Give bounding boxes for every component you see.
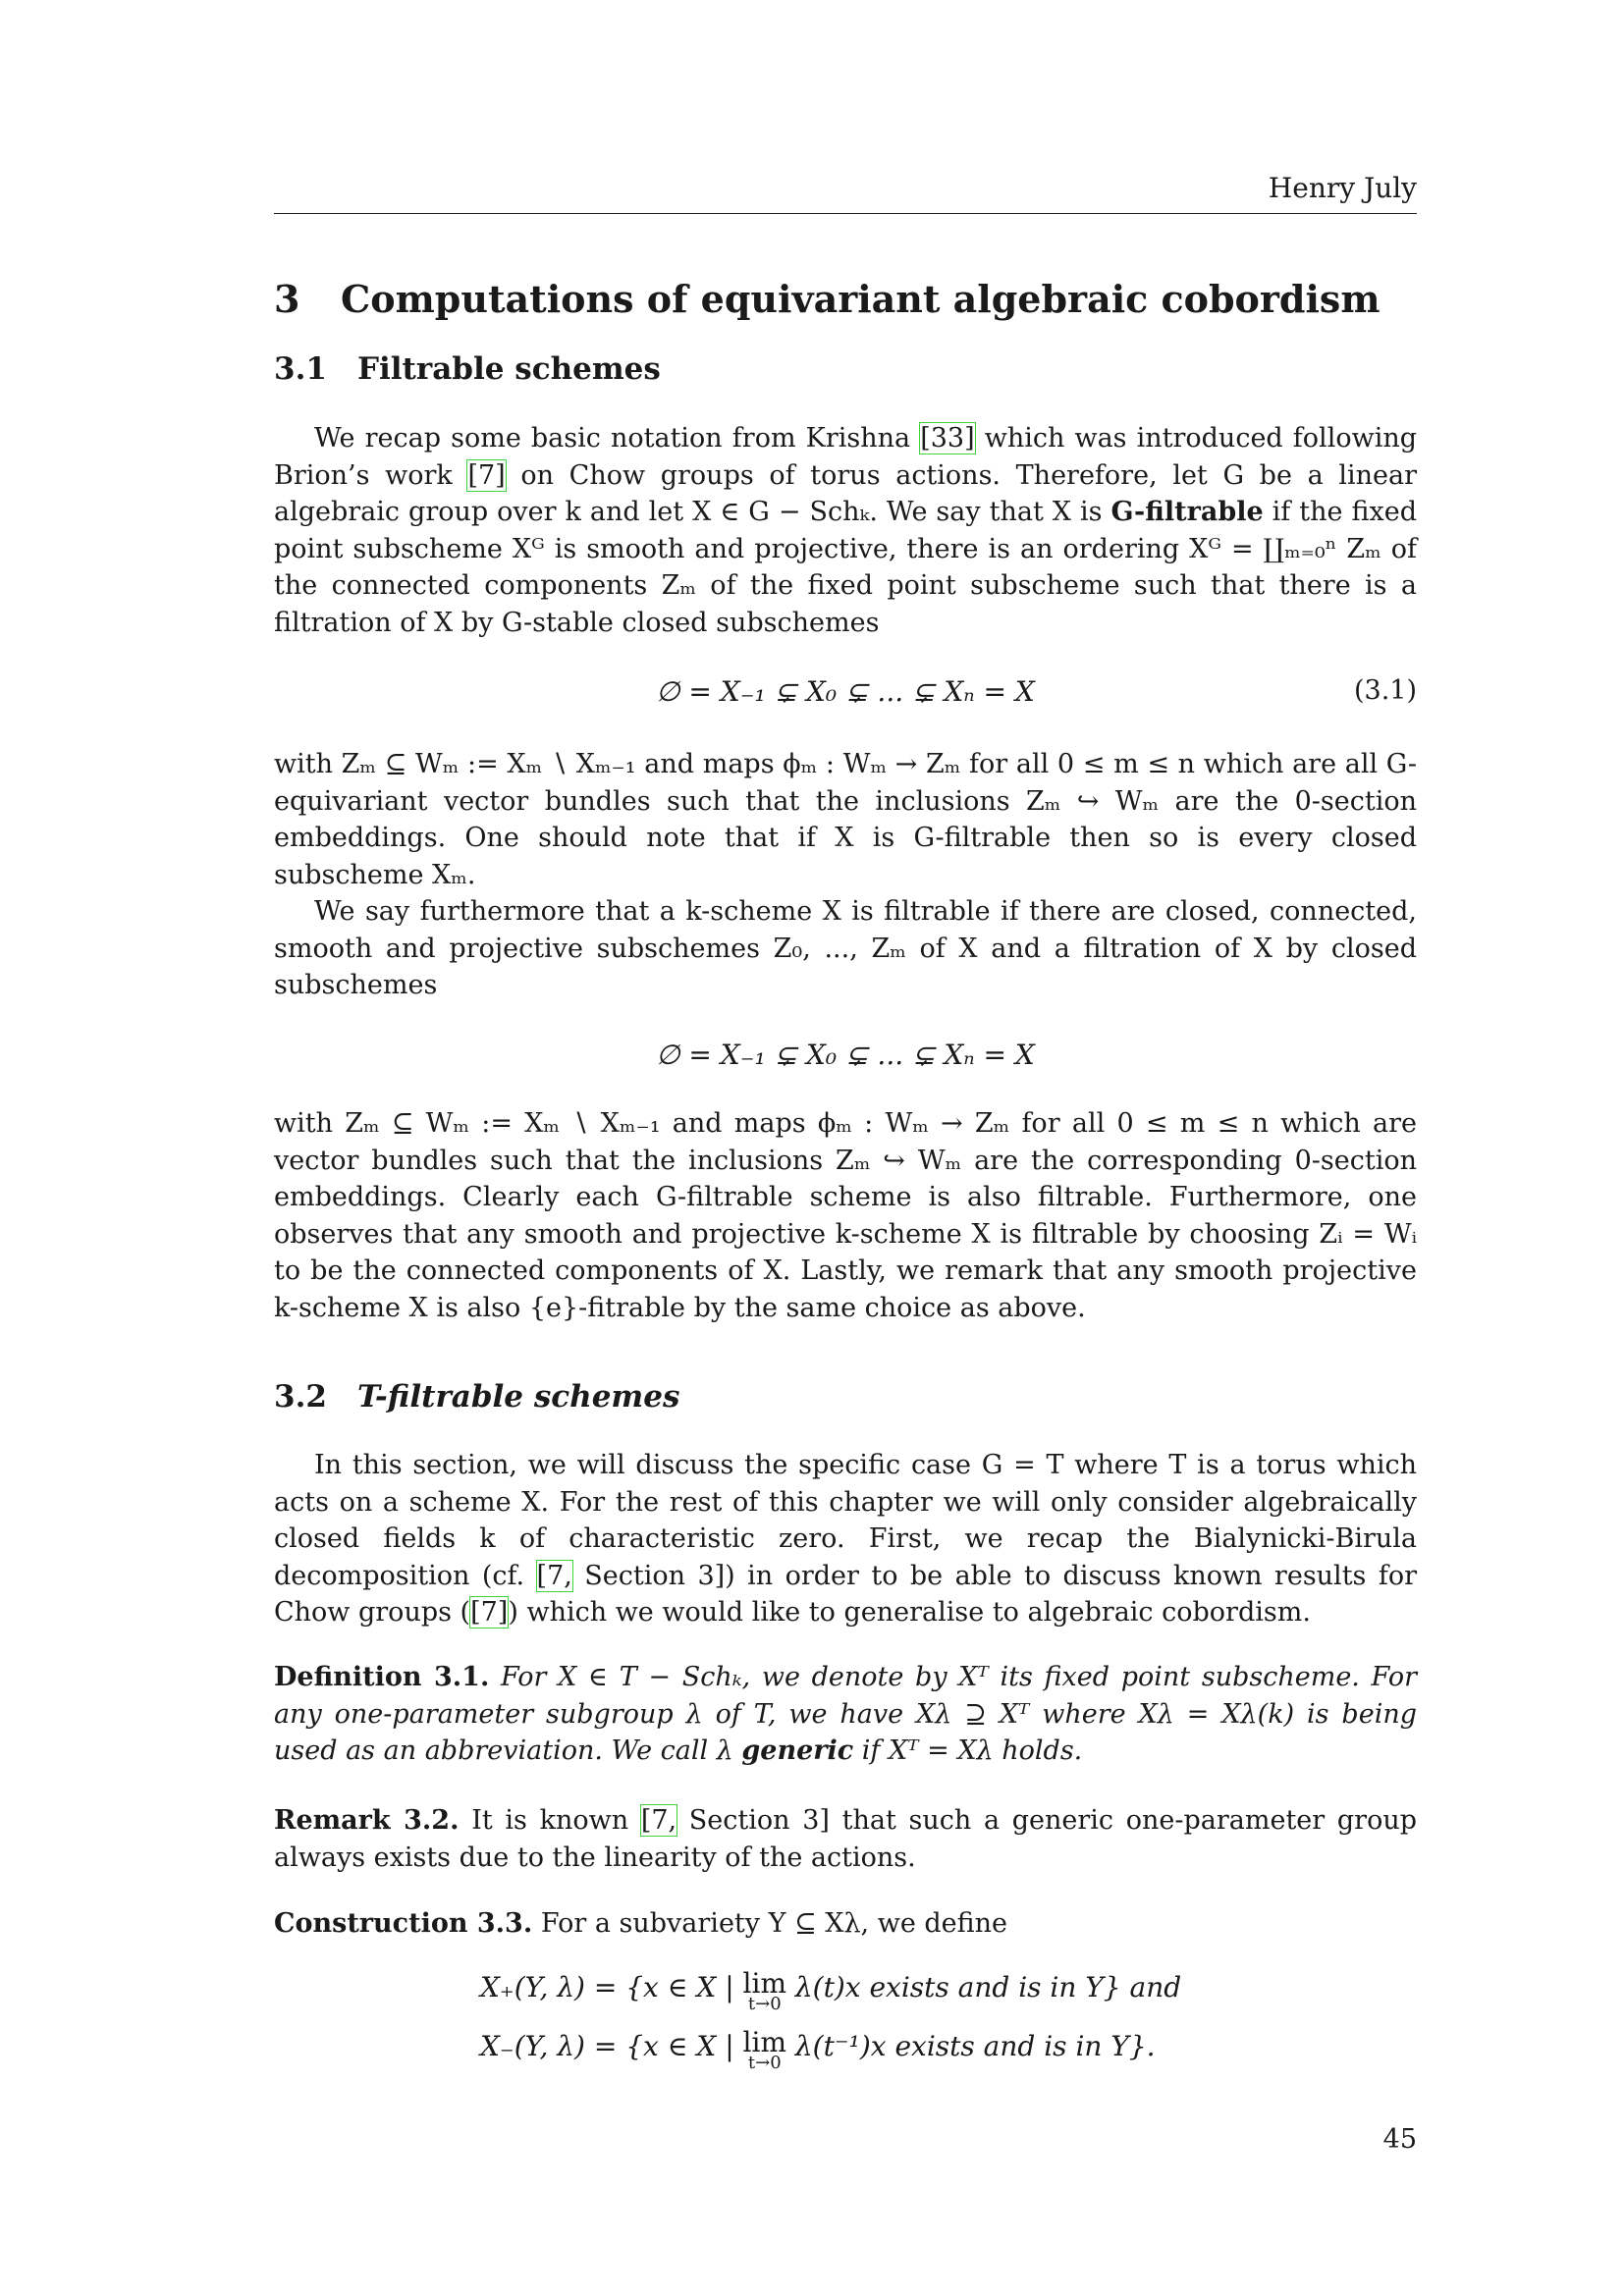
citation-link-33[interactable]: [33] — [920, 423, 975, 454]
citation-link-7[interactable]: [7] — [470, 1597, 509, 1628]
lim-subscript: t→0 — [747, 2053, 782, 2073]
paragraph-g-filtrable-conditions: with Zₘ ⊆ Wₘ := Xₘ ∖ Xₘ₋₁ and maps ϕₘ : Wₘ → Zₘ for all 0 ≤ m ≤ n which are all G-equivariant vector bundles such that the inclusions Zₘ ↪ Wₘ are the 0-section embeddings. One should note that if X is G-filtrable then so is every closed subscheme Xₘ. — [274, 749, 1417, 890]
construction-label: Construction 3.3. — [274, 1908, 533, 1939]
paragraph-filtrable-definition — [274, 420, 1417, 641]
remark-label: Remark 3.2. — [274, 1805, 460, 1836]
text-run: on Chow groups of torus actions. Therefore, let G be a linear algebraic group over k and let X ∈ G − Schₖ. We say that X is — [274, 459, 1418, 527]
construction-text: For a subvariety Y ⊆ Xλ, we define — [540, 1908, 1008, 1939]
text-run: ) which we would like to generalise to algebraic cobordism. — [508, 1597, 1311, 1628]
definition-text: if Xᵀ = Xλ holds. — [853, 1735, 1083, 1766]
equation-3-1 — [274, 675, 1417, 708]
paper-page — [274, 0, 1417, 2296]
equation-part: λ(t⁻¹)x exists and is in Y}. — [786, 2030, 1156, 2062]
lim-text: lim — [742, 1967, 787, 2000]
lim-subscript: t→0 — [747, 1994, 782, 2014]
section-number: 3 — [274, 277, 300, 321]
equation-attracting-sets — [480, 1967, 1364, 2089]
definition-text: For X ∈ T − Schₖ, we denote by Xᵀ its fixed point subscheme. For any one-parameter subgroup λ of T, we have Xλ ⊇ Xᵀ where Xλ = Xλ(k) is being used as an abbreviation. We call λ — [274, 1662, 1417, 1766]
limit-operator — [742, 2026, 787, 2073]
definition-3-1 — [274, 1659, 1417, 1770]
page-number: 45 — [1382, 2124, 1417, 2155]
subsection-heading-3-1 — [274, 351, 661, 387]
citation-link-7[interactable]: [7] — [467, 459, 506, 491]
subsection-title: T-filtrable schemes — [357, 1379, 680, 1415]
equation-filtration — [274, 1039, 1417, 1071]
text-run: In this section, we will discuss the specific case G = T where T is a torus which acts on a scheme X. For the rest of this chapter we will only consider algebraically closed fields k of characteristic zero. First, we recap the Bialynicki-Birula decomposition (cf. — [274, 1450, 1417, 1591]
citation-link-7-section[interactable]: [7, — [536, 1560, 572, 1591]
equation-part: λ(t)x exists and is in Y} and — [786, 1971, 1182, 2003]
subsection-title: Filtrable schemes — [357, 351, 661, 387]
paragraph-vector-bundles: with Zₘ ⊆ Wₘ := Xₘ ∖ Xₘ₋₁ and maps ϕₘ : Wₘ → Zₘ for all 0 ≤ m ≤ n which are vector bundles such that the inclusions Zₘ ↪ Wₘ are the corresponding 0-section embeddings. Clearly each G-filtrable scheme is also filtrable. Furthermore, one observes that any smooth and projective k-scheme X is filtrable by choosing Zᵢ = Wᵢ to be the connected components of X. Lastly, we remark that any smooth projective k-scheme X is also {e}-fitrable by the same choice as above. — [274, 1108, 1417, 1323]
running-header — [274, 172, 1417, 214]
lim-text: lim — [742, 2026, 787, 2058]
text-run: which was introduced following Brion’s work — [274, 423, 1417, 491]
term-g-filtrable: G-filtrable — [1110, 497, 1264, 527]
header-author: Henry July — [1268, 172, 1417, 204]
equation-part: X₊(Y, λ) = {x ∈ X | — [480, 1971, 743, 2003]
equation-part: X₋(Y, λ) = {x ∈ X | — [480, 2030, 743, 2062]
equation-label: (3.1) — [1353, 675, 1417, 706]
citation-link-7-section[interactable]: [7, — [640, 1805, 677, 1836]
subsection-heading-3-2 — [274, 1379, 679, 1415]
section-heading — [274, 277, 1380, 321]
text-run: if the fixed point subscheme Xᴳ is smooth and projective, there is an ordering Xᴳ = ∐ₘ₌₀ⁿ Zₘ of the connected components Zₘ of the fixed point subscheme such that there is a filtration of X by G-stable closed subschemes — [274, 497, 1417, 638]
paragraph-torus-case — [274, 1447, 1417, 1631]
equation-body: ∅ = X₋₁ ⊊ X₀ ⊊ ... ⊊ Xₙ = X — [656, 675, 1035, 708]
definition-label: Definition 3.1. — [274, 1662, 490, 1692]
construction-3-3 — [274, 1905, 1417, 1943]
section-title: Computations of equivariant algebraic cobordism — [341, 277, 1380, 321]
text-run: It is known — [471, 1805, 641, 1836]
subsection-number: 3.2 — [274, 1379, 327, 1415]
text-run: Section 3]) in order to be able to discuss known results for Chow groups ( — [274, 1560, 1417, 1628]
equation-line-plus — [480, 1967, 1364, 2030]
paragraph-filtrable-k-scheme: We say furthermore that a k-scheme X is filtrable if there are closed, connected, smooth and projective subschemes Z₀, ..., Zₘ of X and a filtration of X by closed subschemes — [274, 896, 1417, 1000]
limit-operator — [742, 1967, 787, 2014]
subsection-number: 3.1 — [274, 351, 327, 387]
text-run: We recap some basic notation from Krishna — [314, 423, 921, 454]
term-generic: generic — [741, 1735, 854, 1766]
equation-body: ∅ = X₋₁ ⊊ X₀ ⊊ ... ⊊ Xₙ = X — [656, 1039, 1035, 1071]
remark-3-2 — [274, 1802, 1417, 1876]
text-run: Section 3] that such a generic one-parameter group always exists due to the linearity of the actions. — [274, 1805, 1418, 1873]
equation-line-minus — [480, 2026, 1364, 2089]
